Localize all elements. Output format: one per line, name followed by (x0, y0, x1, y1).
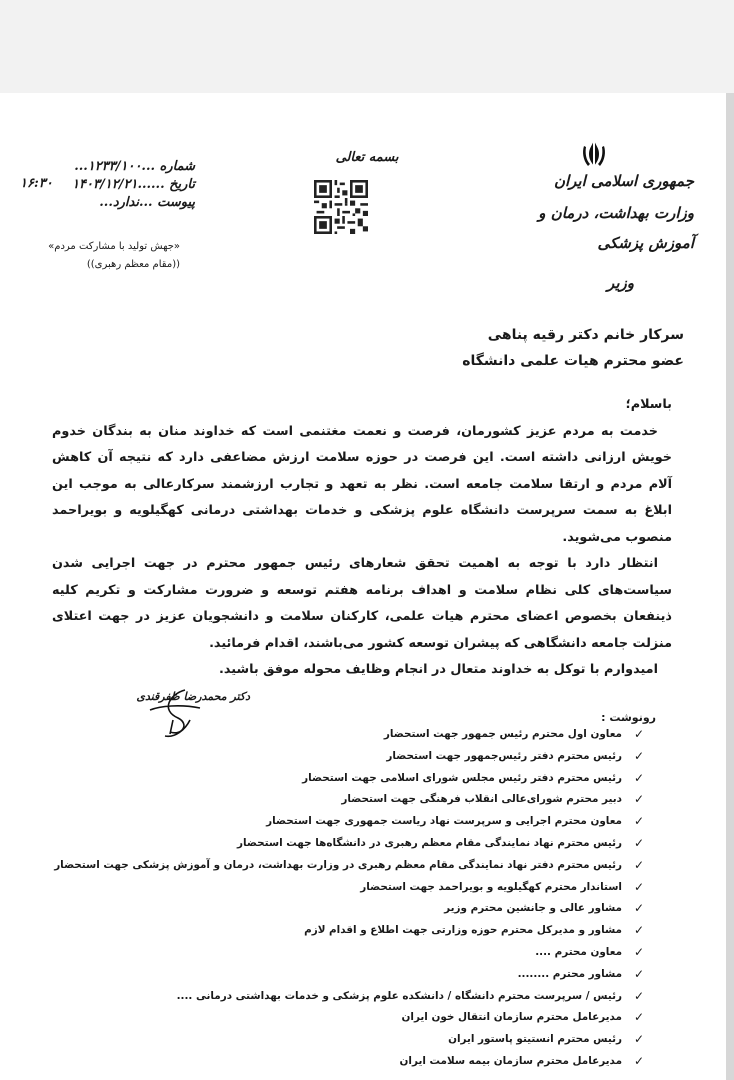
letterhead (494, 170, 694, 294)
checkmark-icon: ✓ (633, 988, 644, 1003)
checkmark-icon: ✓ (633, 944, 644, 959)
addressee-name: سرکار خانم دکتر رقیه پناهی (487, 327, 684, 343)
checkmark-icon: ✓ (633, 1032, 644, 1047)
body-paragraph: خدمت به مردم عزیز کشورمان، فرصت و نعمت مغتنمی است که خداوند منان به بندگان خدوم خویش ارزانی داشته است. این فرصت در حوزه سلامت ارزش مضاعفی دارد که نتیجه آن کاهش آلام مردم و ارتقا سلامت جامعه است. نظر به تعهد و تجارب ارزشمند سرکارعالی به موجب این ابلاغ به سمت سرپرست دانشگاه علوم پزشکی و خدمات بهداشتی درمانی کهگیلویه و بویراحمد منصوب می‌شوید. (52, 423, 672, 545)
cc-item-text: مدیرعامل محترم سازمان بیمه سلامت ایران (399, 1054, 622, 1067)
iran-emblem-icon (576, 136, 612, 172)
checkmark-icon: ✓ (633, 923, 644, 938)
checkmark-icon: ✓ (633, 1053, 644, 1068)
checkmark-icon: ✓ (633, 835, 644, 850)
signatory-name: دکتر محمدرضا ظفرقندی (136, 690, 250, 703)
cc-item-text: معاون اول محترم رئیس جمهور جهت استحضار (383, 728, 622, 740)
cc-item-text: رئیس محترم دفتر رئیس‌جمهور جهت استحضار (386, 749, 622, 762)
cc-item (102, 898, 644, 920)
cc-item (102, 1007, 644, 1029)
cc-item-text: معاون محترم اجرایی و سرپرست نهاد ریاست جمهوری جهت استحضار (266, 815, 622, 828)
ministry-title: وزارت بهداشت، درمان و آموزش پزشکی (538, 204, 694, 252)
letter-number: شماره ...۱۲۳۳/۱۰۰... (74, 159, 195, 174)
cc-item (102, 833, 644, 855)
cc-item-text: مشاور عالی و جانشین محترم وزیر (444, 902, 622, 915)
cc-item-text: دبیر محترم شورای‌عالی انقلاب فرهنگی جهت استحضار (341, 793, 622, 806)
cc-item-text: رئیس محترم دفتر نهاد نمایندگی مقام معظم رهبری در وزارت بهداشت، درمان و آموزش پزشکی جهت استحضار (54, 858, 622, 871)
checkmark-icon: ✓ (633, 792, 644, 807)
cc-item (102, 1051, 644, 1073)
cc-item-text: مدیرعامل محترم سازمان انتقال خون ایران (401, 1011, 622, 1024)
checkmark-icon: ✓ (633, 879, 644, 894)
slogan-attribution: ((مقام معظم رهبری)) (86, 259, 180, 270)
cc-list (54, 724, 644, 1073)
checkmark-icon: ✓ (633, 966, 644, 981)
cc-item (102, 724, 644, 746)
letter-body (52, 392, 672, 684)
top-gray-band (0, 0, 734, 93)
body-paragraph: امیدوارم با توکل به خداوند متعال در انجام وظایف محوله موفق باشید. (219, 662, 658, 677)
cc-item (102, 789, 644, 811)
cc-item-text: مشاور محترم ........ (517, 967, 622, 980)
cc-item (54, 855, 644, 877)
slogan-text: «جهش تولید با مشارکت مردم» (48, 241, 180, 252)
cc-title: رونوشت : (601, 711, 656, 724)
cc-item (102, 986, 644, 1008)
checkmark-icon: ✓ (633, 770, 644, 785)
checkmark-icon: ✓ (633, 901, 644, 916)
cc-item-text: رئیس محترم دفتر رئیس مجلس شورای اسلامی جهت استحضار (302, 771, 622, 784)
cc-item-text: مشاور و مدیرکل محترم حوزه وزارتی جهت اطلاع و اقدام لازم (304, 924, 622, 937)
cc-item-text: رئیس / سرپرست محترم دانشگاه / دانشکده علوم پزشکی و خدمات بهداشتی درمانی .... (176, 989, 622, 1002)
cc-item (102, 768, 644, 790)
cc-item (102, 877, 644, 899)
cc-item (102, 942, 644, 964)
letter-date: تاریخ ......۱۴۰۳/۱۲/۲۱ (72, 177, 195, 192)
cc-item-text: استاندار محترم کهگیلویه و بویراحمد جهت استحضار (360, 880, 622, 893)
office-title: وزیر (607, 274, 634, 292)
letter-time: ۱۶:۳۰ (20, 176, 53, 191)
page-edge-shadow (726, 93, 734, 1080)
cc-item (102, 964, 644, 986)
checkmark-icon: ✓ (633, 857, 644, 872)
basmala: بسمه تعالی (335, 150, 399, 165)
checkmark-icon: ✓ (633, 727, 644, 741)
republic-title: جمهوری اسلامی ایران (553, 172, 694, 190)
cc-item (102, 1029, 644, 1051)
qr-code-icon (314, 180, 368, 234)
cc-item (102, 811, 644, 833)
cc-item-text: معاون محترم .... (535, 945, 622, 958)
checkmark-icon: ✓ (633, 814, 644, 829)
cc-item-text: رئیس محترم نهاد نمایندگی مقام معظم رهبری در دانشگاه‌ها جهت استحضار (237, 836, 622, 849)
body-paragraph: انتظار دارد با توجه به اهمیت تحقق شعارهای رئیس جمهور محترم در جهت اجرایی شدن سیاست‌های کلی نظام سلامت و اهداف برنامه هفتم توسعه و ضرورت مشارکت و تکریم کلیه ذینفعان بخصوص اعضای محترم هیات علمی، کارکنان سلامت و دانشجویان عزیز در جهت اعتلای منزلت جامعه دانشگاهی که پیشران توسعه کشور می‌باشند، اقدام فرمائید. (52, 556, 672, 651)
cc-item (102, 920, 644, 942)
checkmark-icon: ✓ (633, 1010, 644, 1025)
letter-attachment: پیوست ...ندارد... (99, 195, 195, 210)
checkmark-icon: ✓ (633, 748, 644, 763)
greeting: باسلام؛ (625, 397, 672, 412)
addressee (344, 322, 684, 374)
cc-item-text: رئیس محترم انستیتو پاستور ایران (448, 1033, 622, 1046)
addressee-title: عضو محترم هیات علمی دانشگاه (462, 353, 684, 369)
cc-item (102, 746, 644, 768)
slogan (20, 238, 180, 274)
